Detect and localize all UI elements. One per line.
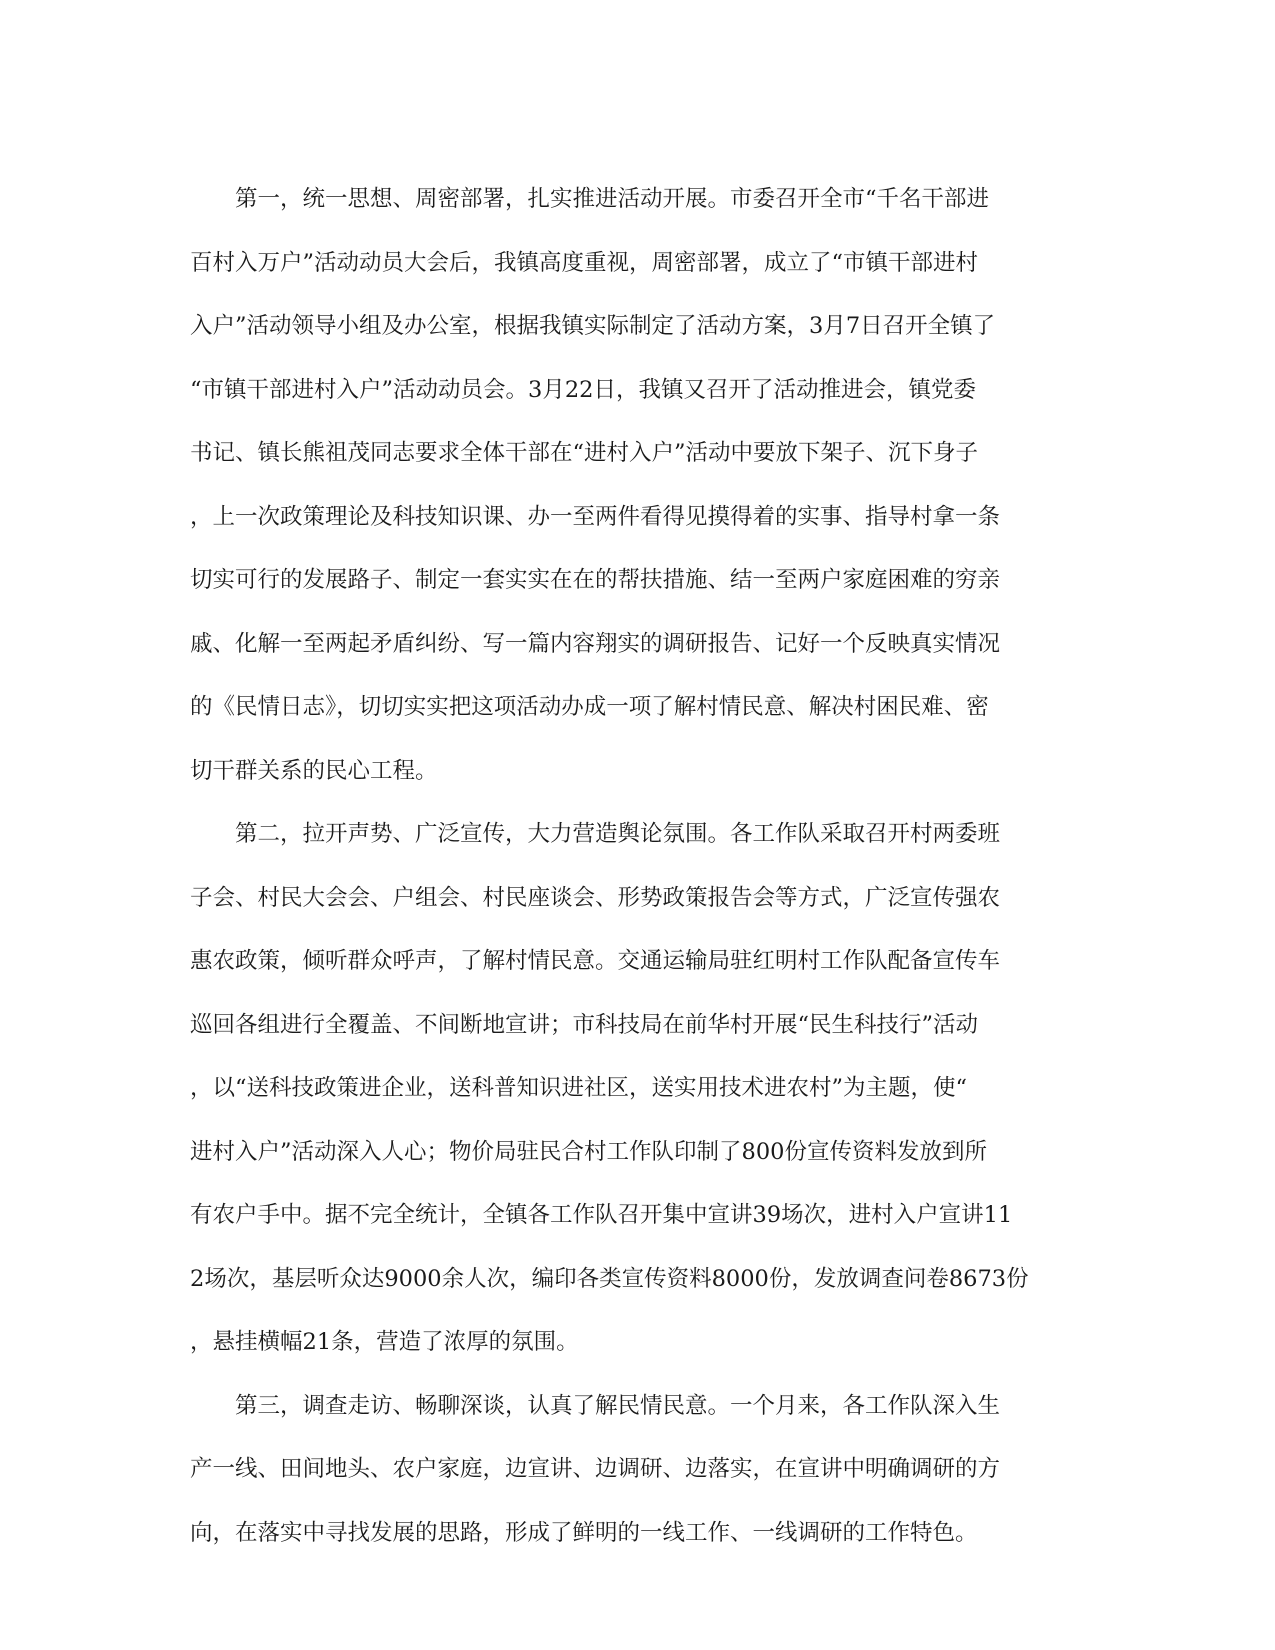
text-line: 第一，统一思想、周密部署，扎实推进活动开展。市委召开全市“千名干部进 [190, 186, 990, 212]
text-line: 切实可行的发展路子、制定一套实实在在的帮扶措施、结一至两户家庭困难的穷亲 [190, 567, 1001, 593]
text-line: ，悬挂横幅21条，营造了浓厚的氛围。 [190, 1329, 579, 1355]
text-line: ，以“送科技政策进企业，送科普知识进社区，送实用技术进农村”为主题，使“ [190, 1075, 968, 1101]
text-line: 戚、化解一至两起矛盾纠纷、写一篇内容翔实的调研报告、记好一个反映真实情况 [190, 630, 1001, 657]
text-line: 有农户手中。据不完全统计，全镇各工作队召开集中宣讲39场次，进村入户宣讲11 [190, 1202, 1013, 1228]
paragraph-2 [190, 803, 1085, 1375]
text-line: 惠农政策，倾听群众呼声，了解村情民意。交通运输局驻红明村工作队配备宣传车 [190, 948, 1001, 974]
document-body [190, 168, 1085, 1565]
text-line: “市镇干部进村入户”活动动员会。3月22日，我镇又召开了活动推进会，镇党委 [190, 376, 976, 403]
text-line: 2场次，基层听众达9000余人次，编印各类宣传资料8000份，发放调查问卷8673份 [190, 1265, 1029, 1292]
paragraph-1 [190, 168, 1085, 803]
text-line: 产一线、田间地头、农户家庭，边宣讲、边调研、边落实，在宣讲中明确调研的方 [190, 1456, 1001, 1482]
text-line: ，上一次政策理论及科技知识课、办一至两件看得见摸得着的实事、指导村拿一条 [190, 503, 1001, 530]
text-line: 向，在落实中寻找发展的思路，形成了鲜明的一线工作、一线调研的工作特色。 [190, 1519, 978, 1546]
text-line: 进村入户”活动深入人心；物价局驻民合村工作队印制了800份宣传资料发放到所 [190, 1138, 987, 1165]
text-line: 巡回各组进行全覆盖、不间断地宣讲；市科技局在前华村开展“民生科技行”活动 [190, 1011, 979, 1038]
text-line: 书记、镇长熊祖茂同志要求全体干部在“进村入户”活动中要放下架子、沉下身子 [190, 440, 979, 466]
text-line: 入户”活动领导小组及办公室，根据我镇实际制定了活动方案，3月7日召开全镇了 [190, 313, 996, 339]
text-line: 第三，调查走访、畅聊深谈，认真了解民情民意。一个月来，各工作队深入生 [190, 1392, 1001, 1419]
text-line: 第二，拉开声势、广泛宣传，大力营造舆论氛围。各工作队采取召开村两委班 [190, 821, 1001, 847]
text-line: 子会、村民大会会、户组会、村民座谈会、形势政策报告会等方式，广泛宣传强农 [190, 884, 1001, 911]
text-line: 的《民情日志》，切切实实把这项活动办成一项了解村情民意、解决村困民难、密 [190, 694, 989, 720]
text-line: 切干群关系的民心工程。 [190, 757, 438, 784]
paragraph-3 [190, 1375, 1085, 1566]
text-line: 百村入万户”活动动员大会后，我镇高度重视，周密部署，成立了“市镇干部进村 [190, 249, 979, 276]
